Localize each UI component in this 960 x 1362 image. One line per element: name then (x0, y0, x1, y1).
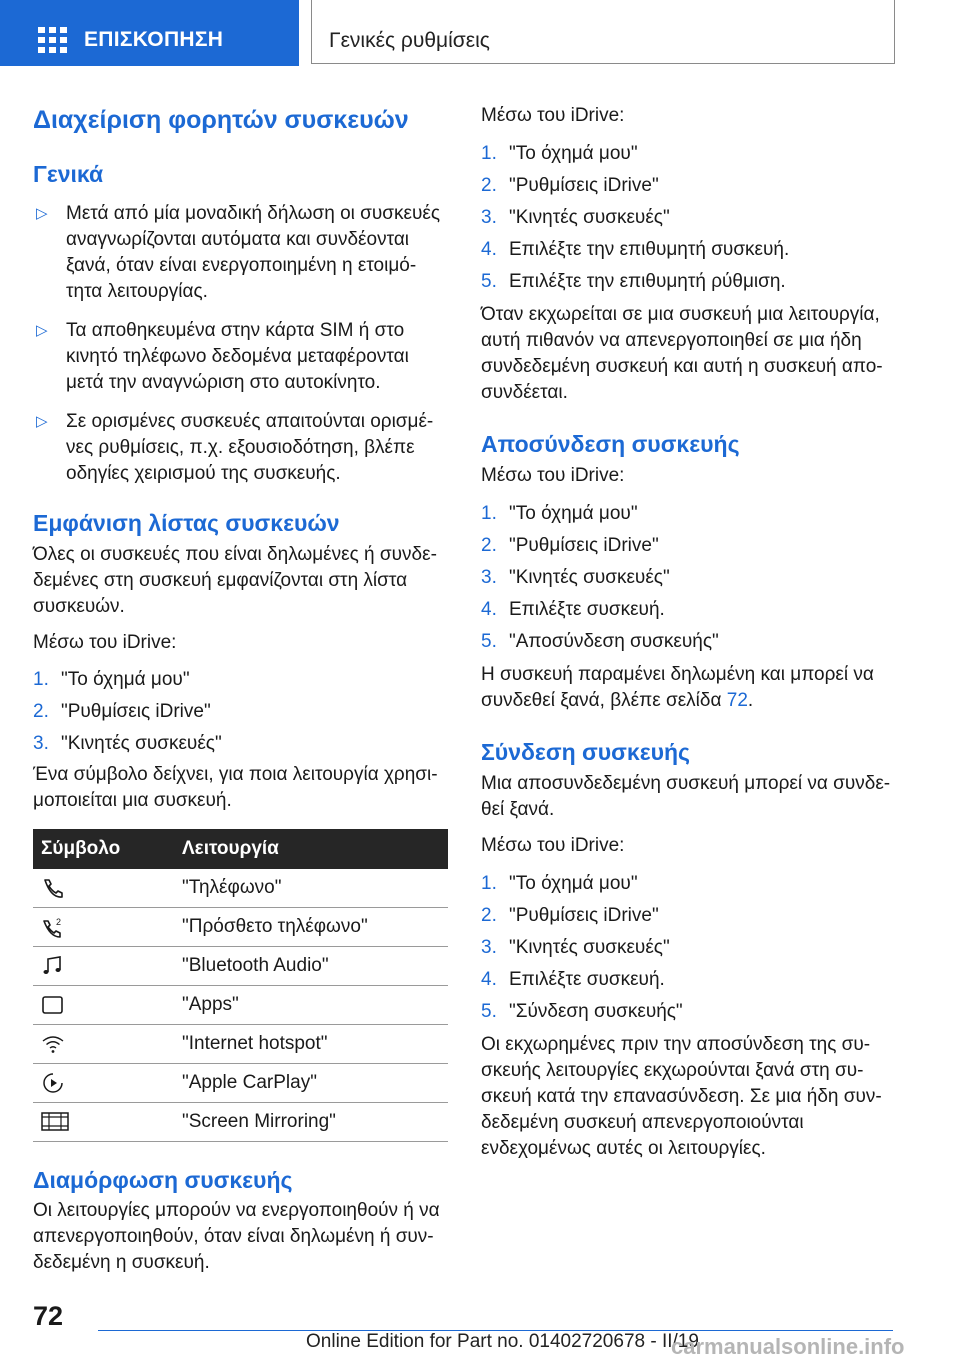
table-row (33, 908, 448, 947)
step-item (481, 530, 901, 562)
steps-list (33, 664, 448, 760)
step-text: "Σύνδεση συσκευής" (509, 1001, 683, 1022)
step-item (481, 594, 901, 626)
disconnect-note-end: . (747, 690, 754, 711)
disconnect-note-text: Η συσκευή παραμένει δηλωμένη και μπορεί να συνδεθεί ξανά, βλέπε σελίδα (481, 664, 874, 711)
right-column (481, 100, 901, 1162)
config-heading: Διαμόρφωση συσκευής (33, 1167, 293, 1193)
step-text: "Ρυθμίσεις iDrive" (61, 701, 211, 722)
function-label: "Internet hotspot" (182, 1025, 448, 1064)
additional-phone-icon (41, 916, 65, 938)
step-number: 4. (481, 599, 497, 620)
step-item (481, 900, 901, 932)
general-heading: Γενικά (33, 161, 104, 187)
symbol-intro: Ένα σύμβολο δείχνει, για ποια λειτουργία χρησι-μοποιείται μια συσκευή. (33, 764, 438, 811)
via-idrive: Μέσω του iDrive: (481, 835, 625, 856)
function-label: "Screen Mirroring" (182, 1103, 448, 1142)
steps-list (481, 138, 901, 298)
table-row (33, 947, 448, 986)
step-number: 3. (481, 567, 497, 588)
step-number: 3. (481, 937, 497, 958)
connect-intro: Μια αποσυνδεδεμένη συσκευή μπορεί να συνδε-θεί ξανά. (481, 773, 891, 820)
step-number: 5. (481, 1001, 497, 1022)
table-row (33, 1103, 448, 1142)
phone-icon (41, 877, 65, 899)
bullet-text: Σε ορισμένες συσκευές απαιτούνται ορισμέ-νες ρυθμίσεις, π.χ. εξουσιοδότηση, βλέπε οδηγίες χειρισμού της συσκευής. (66, 411, 434, 484)
assign-text: Όταν εκχωρείται σε μια συσκευή μια λειτουργία, αυτή πιθανόν να απενεργοποιηθεί σε μια ήδη συνδεδεμένη συσκευή και αυτή η συσκευή απο-συνδέεται. (481, 304, 883, 403)
step-item (481, 138, 901, 170)
symbol-table (33, 829, 448, 1142)
step-number: 1. (481, 503, 497, 524)
step-item (481, 964, 901, 996)
steps-list (481, 868, 901, 1028)
table-header-row (33, 829, 448, 869)
bullet-item (33, 409, 448, 487)
edition-text: Online Edition for Part no. 01402720678 - II/19 (306, 1331, 699, 1352)
step-text: "Ρυθμίσεις iDrive" (509, 175, 659, 196)
steps-list (481, 498, 901, 658)
step-item (481, 868, 901, 900)
via-idrive: Μέσω του iDrive: (481, 465, 625, 486)
step-number: 3. (33, 733, 49, 754)
table-row (33, 1064, 448, 1103)
triangle-bullet-icon: ▷ (36, 205, 48, 222)
step-text: Επιλέξτε την επιθυμητή συσκευή. (509, 239, 790, 260)
page-link[interactable]: 72 (726, 690, 748, 711)
music-note-icon (41, 955, 65, 977)
overview-tab[interactable] (0, 0, 299, 66)
step-number: 2. (481, 175, 497, 196)
page-header (0, 0, 960, 66)
function-label: "Apple CarPlay" (182, 1064, 448, 1103)
bullet-item (33, 318, 448, 396)
triangle-bullet-icon: ▷ (36, 322, 48, 339)
connect-heading: Σύνδεση συσκευής (481, 739, 691, 765)
step-text: "Κινητές συσκευές" (61, 733, 222, 754)
step-text: Επιλέξτε συσκευή. (509, 599, 665, 620)
step-item (481, 266, 901, 298)
connect-note: Οι εκχωρημένες πριν την αποσύνδεση της συ-σκευής λειτουργίες εκχωρούνται ξανά στη συ-σκευή κατά την επανασύνδεση. Σε μια ήδη συν-δεδεμένη συσκευή απενεργοποιούνται ενδεχομένως αυτές οι λειτουργίες. (481, 1034, 882, 1159)
step-text: "Ρυθμίσεις iDrive" (509, 535, 659, 556)
step-number: 2. (33, 701, 49, 722)
col-symbol-header: Σύμβολο (33, 829, 182, 869)
col-function-header: Λειτουργία (182, 829, 448, 869)
via-idrive: Μέσω του iDrive: (33, 632, 177, 653)
step-number: 4. (481, 239, 497, 260)
function-label: "Apps" (182, 986, 448, 1025)
step-item (481, 234, 901, 266)
step-text: "Το όχημά μου" (61, 669, 190, 690)
list-heading: Εμφάνιση λίστας συσκευών (33, 510, 340, 536)
step-number: 5. (481, 271, 497, 292)
step-item (481, 932, 901, 964)
step-number: 5. (481, 631, 497, 652)
disconnect-note (481, 662, 901, 714)
function-label: "Τηλέφωνο" (182, 869, 448, 908)
step-text: "Κινητές συσκευές" (509, 207, 670, 228)
step-text: Επιλέξτε συσκευή. (509, 969, 665, 990)
section-label: Γενικές ρυθμίσεις (329, 29, 490, 52)
step-item (481, 498, 901, 530)
table-row (33, 986, 448, 1025)
function-label: "Πρόσθετο τηλέφωνο" (182, 908, 448, 947)
step-text: "Το όχημά μου" (509, 873, 638, 894)
carplay-icon (41, 1072, 65, 1094)
grid-icon (38, 27, 68, 53)
step-text: Επιλέξτε την επιθυμητή ρύθμιση. (509, 271, 786, 292)
table-row (33, 869, 448, 908)
bullet-text: Μετά από μία μοναδική δήλωση οι συσκευές αναγνωρίζονται αυτόματα και συνδέονται ξανά, όταν είναι ενεργοποιημένη η ετοιμό-τητα λειτουργίας. (66, 203, 440, 302)
disconnect-heading: Αποσύνδεση συσκευής (481, 431, 740, 457)
step-item (33, 664, 448, 696)
via-idrive: Μέσω του iDrive: (481, 105, 625, 126)
apps-icon (41, 994, 65, 1016)
bullet-text: Τα αποθηκευμένα στην κάρτα SIM ή στο κινητό τηλέφωνο δεδομένα μεταφέρονται μετά την αναγνώριση στο αυτοκίνητο. (66, 320, 409, 393)
table-row (33, 1025, 448, 1064)
step-number: 4. (481, 969, 497, 990)
watermark: carmanualsonline.info (671, 1334, 905, 1359)
step-item (481, 562, 901, 594)
step-item (481, 626, 901, 658)
overview-label: ΕΠΙΣΚΟΠΗΣΗ (84, 28, 224, 51)
screen-mirroring-icon (41, 1111, 69, 1133)
wifi-hotspot-icon (41, 1033, 65, 1055)
config-text: Οι λειτουργίες μπορούν να ενεργοποιηθούν ή να απενεργοποιηθούν, όταν είναι δηλωμένη ή συν-δεδεμένη η συσκευή. (33, 1200, 440, 1273)
step-number: 3. (481, 207, 497, 228)
step-text: "Αποσύνδεση συσκευής" (509, 631, 719, 652)
step-number: 1. (33, 669, 49, 690)
step-text: "Κινητές συσκευές" (509, 937, 670, 958)
page-title: Διαχείριση φορητών συσκευών (33, 106, 409, 134)
step-number: 1. (481, 143, 497, 164)
page-number: 72 (33, 1301, 64, 1331)
step-item (481, 170, 901, 202)
step-item (33, 696, 448, 728)
step-item (481, 996, 901, 1028)
step-text: "Το όχημά μου" (509, 143, 638, 164)
svg-text:2: 2 (56, 917, 62, 927)
step-text: "Το όχημά μου" (509, 503, 638, 524)
step-text: "Ρυθμίσεις iDrive" (509, 905, 659, 926)
list-intro: Όλες οι συσκευές που είναι δηλωμένες ή συνδε-δεμένες στη συσκευή εμφανίζονται στη λίστα συσκευών. (33, 544, 437, 617)
bullet-item (33, 201, 448, 305)
step-item (33, 728, 448, 760)
step-text: "Κινητές συσκευές" (509, 567, 670, 588)
step-item (481, 202, 901, 234)
triangle-bullet-icon: ▷ (36, 413, 48, 430)
section-tab[interactable] (311, 0, 895, 64)
left-column (33, 100, 448, 1276)
function-label: "Bluetooth Audio" (182, 947, 448, 986)
step-number: 2. (481, 905, 497, 926)
step-number: 1. (481, 873, 497, 894)
step-number: 2. (481, 535, 497, 556)
